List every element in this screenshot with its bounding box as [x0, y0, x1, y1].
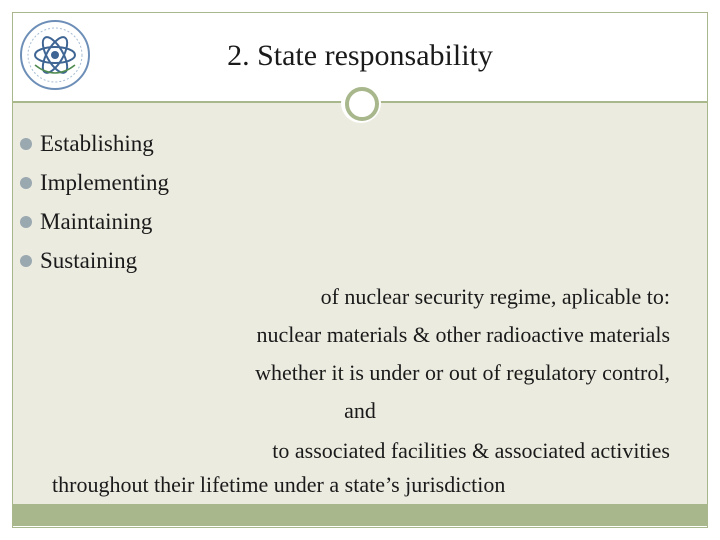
body-line: throughout their lifetime under a state’s jurisdiction — [52, 472, 506, 497]
body-line: to associated facilities & associated activities — [272, 438, 670, 463]
list-item: Maintaining — [20, 202, 169, 241]
slide-title: 2. State responsability — [227, 39, 493, 72]
body-line: whether it is under or out of regulatory control, — [255, 360, 670, 385]
body-line: of nuclear security regime, aplicable to: — [320, 284, 670, 309]
bullet-dot-icon — [20, 177, 32, 189]
body-line: and — [344, 398, 376, 423]
bullet-dot-icon — [20, 138, 32, 150]
bullet-list — [20, 124, 169, 280]
ring-icon — [345, 87, 379, 121]
bullet-dot-icon — [20, 216, 32, 228]
footer-bar — [12, 504, 708, 526]
bullet-dot-icon — [20, 255, 32, 267]
list-item: Sustaining — [20, 241, 169, 280]
list-item: Establishing — [20, 124, 169, 163]
body-line: nuclear materials & other radioactive materials — [256, 322, 670, 347]
circle-ornament — [341, 83, 381, 123]
list-item: Implementing — [20, 163, 169, 202]
